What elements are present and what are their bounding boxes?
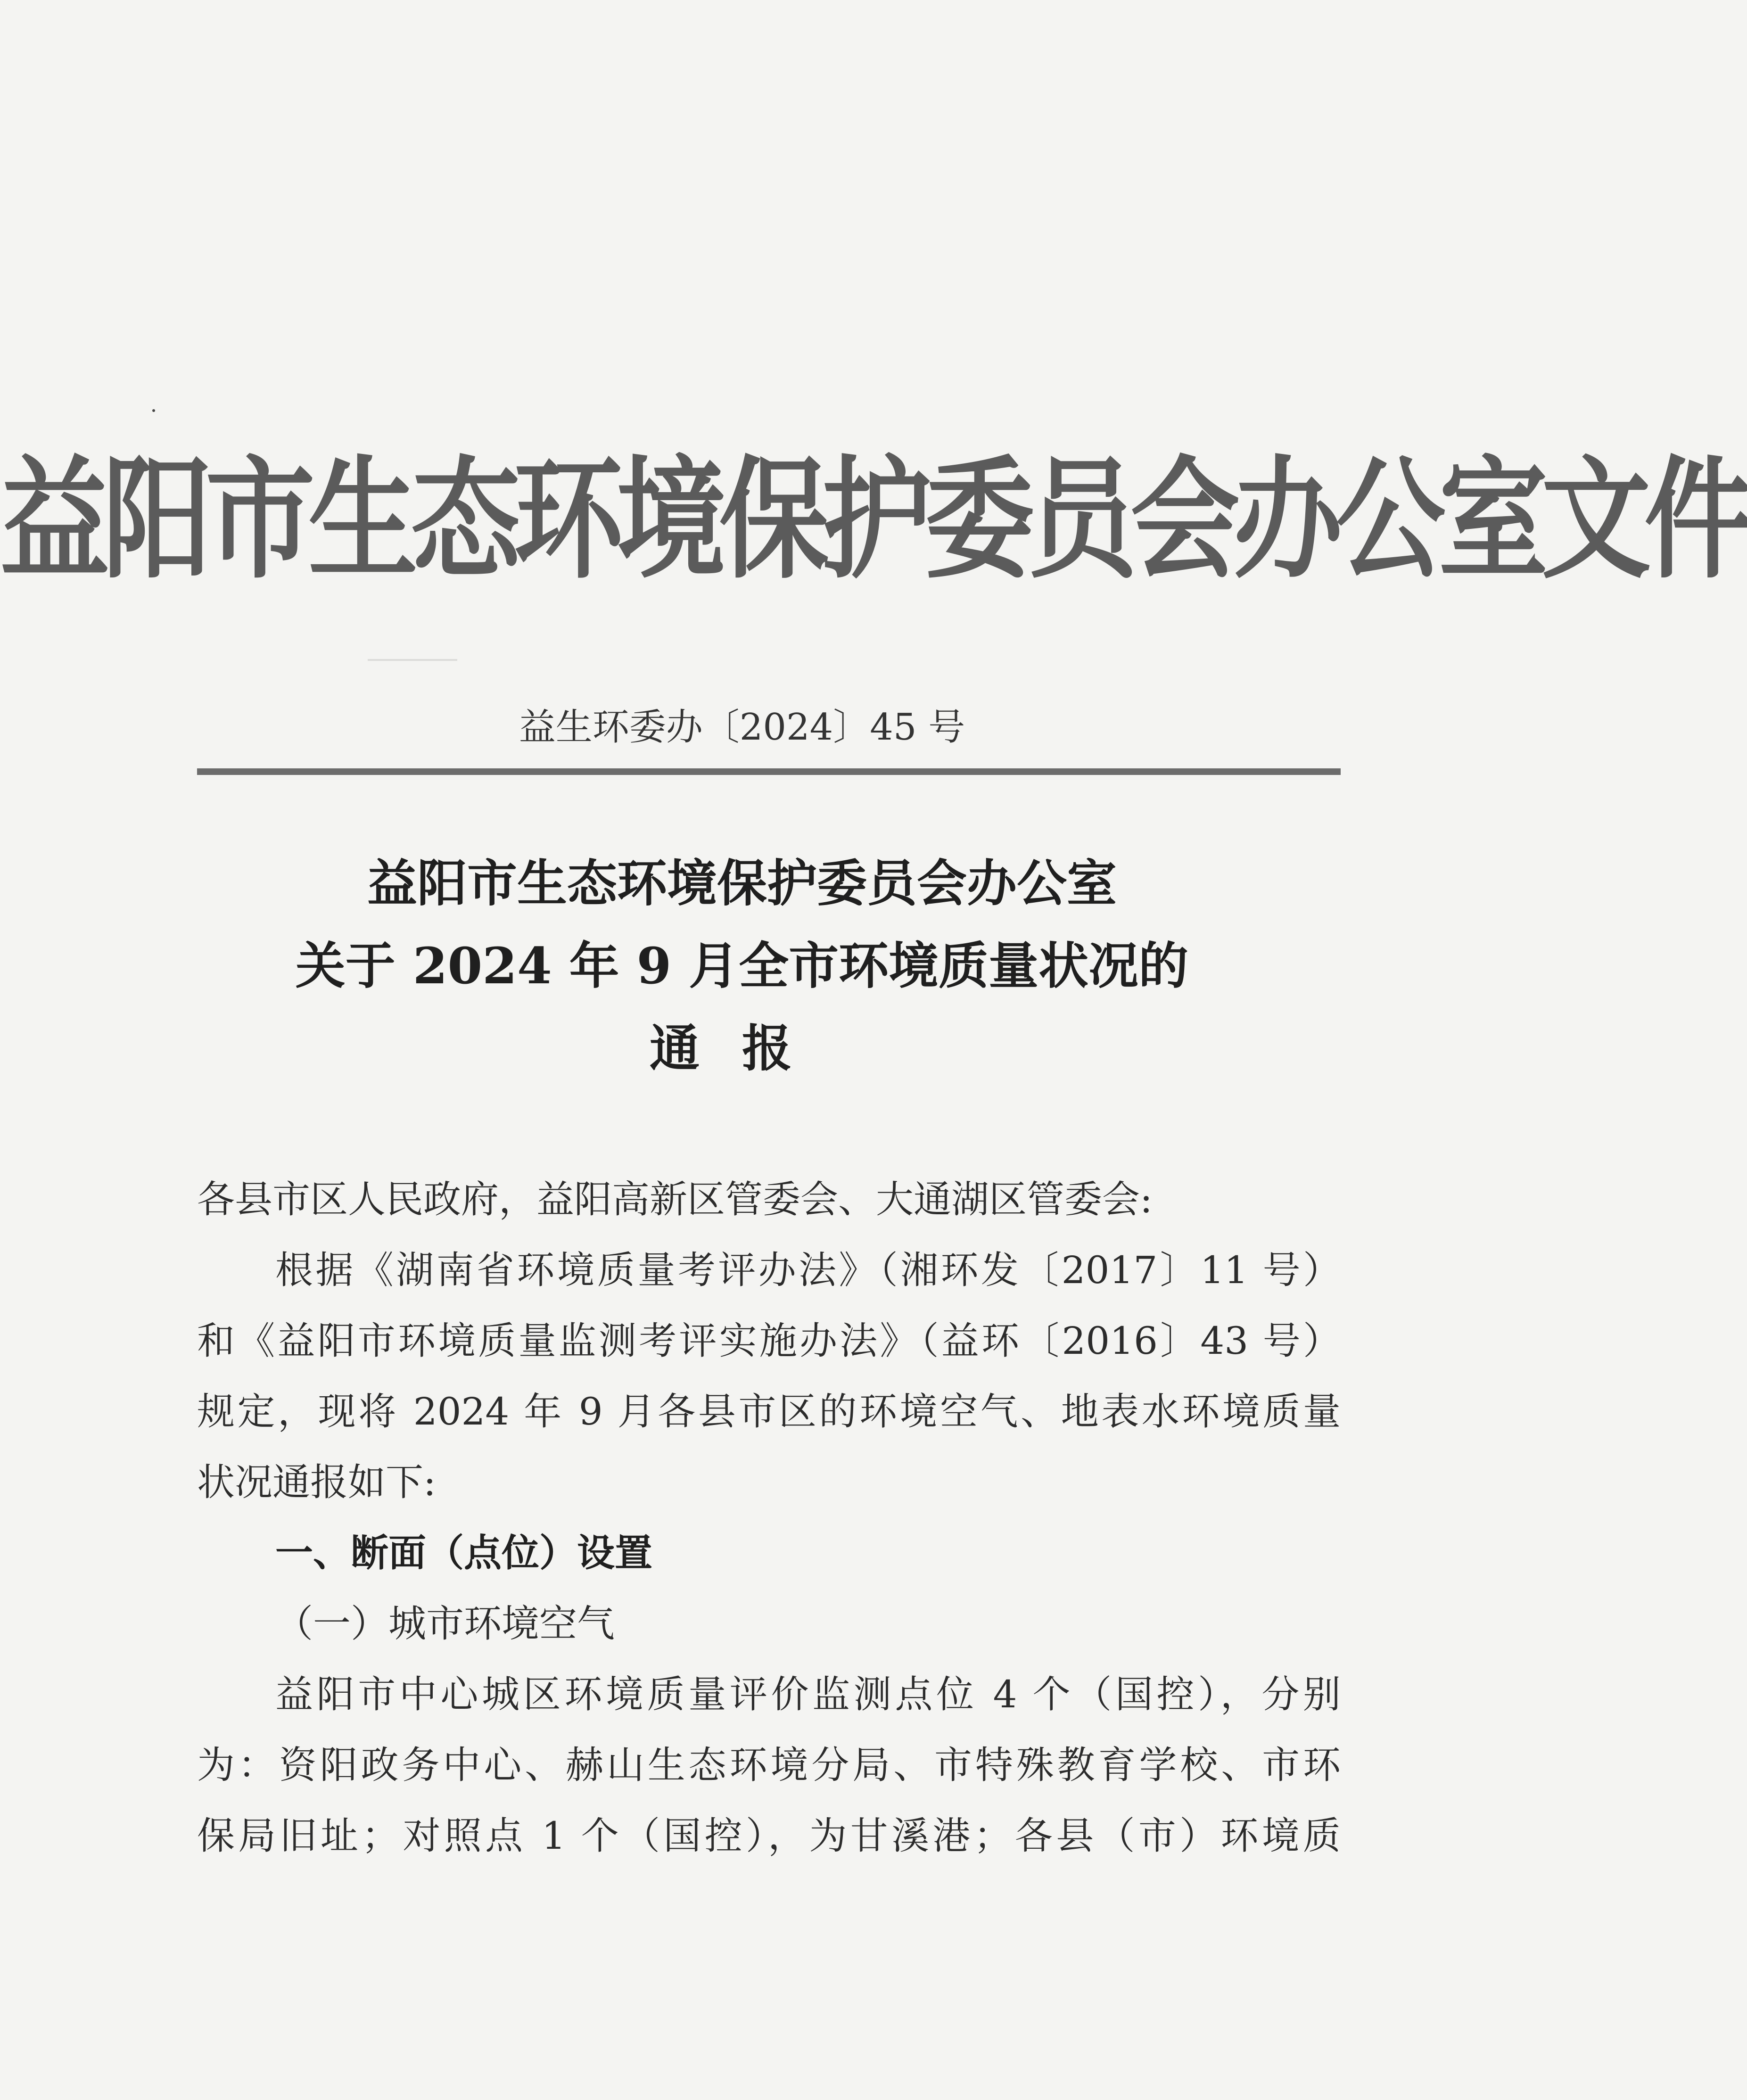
paragraph-1-line-3: 规定，现将 2024 年 9 月各县市区的环境空气、地表水环境质量 [197,1390,1341,1433]
paragraph-1-line-1: 根据《湖南省环境质量考评办法》（湘环发〔2017〕11 号） [275,1248,1341,1292]
scan-artifact [368,659,457,661]
masthead-title: 益阳市生态环境保护委员会办公室文件 [0,444,1747,597]
header-rule [197,768,1341,775]
document-number: 益生环委办〔2024〕45 号 [519,706,965,749]
scan-speck [152,409,155,412]
title-line-3: 通报 [650,1019,834,1078]
paragraph-2-line-1: 益阳市中心城区环境质量评价监测点位 4 个（国控），分别 [275,1672,1341,1716]
subsection-1-heading: （一）城市环境空气 [275,1602,615,1646]
salutation: 各县市区人民政府，益阳高新区管委会、大通湖区管委会: [197,1178,1153,1221]
paragraph-1-line-2: 和《益阳市环境质量监测考评实施办法》（益环〔2016〕43 号） [197,1319,1341,1363]
section-1-heading: 一、断面（点位）设置 [275,1531,652,1575]
paragraph-1-line-4: 状况通报如下: [197,1460,436,1504]
title-line-2: 关于 2024 年 9 月全市环境质量状况的 [295,936,1189,995]
paragraph-2-line-3: 保局旧址；对照点 1 个（国控），为甘溪港；各县（市）环境质 [197,1814,1341,1858]
paragraph-2-line-2: 为：资阳政务中心、赫山生态环境分局、市特殊教育学校、市环 [197,1743,1341,1787]
title-line-1: 益阳市生态环境保护委员会办公室 [367,854,1117,913]
